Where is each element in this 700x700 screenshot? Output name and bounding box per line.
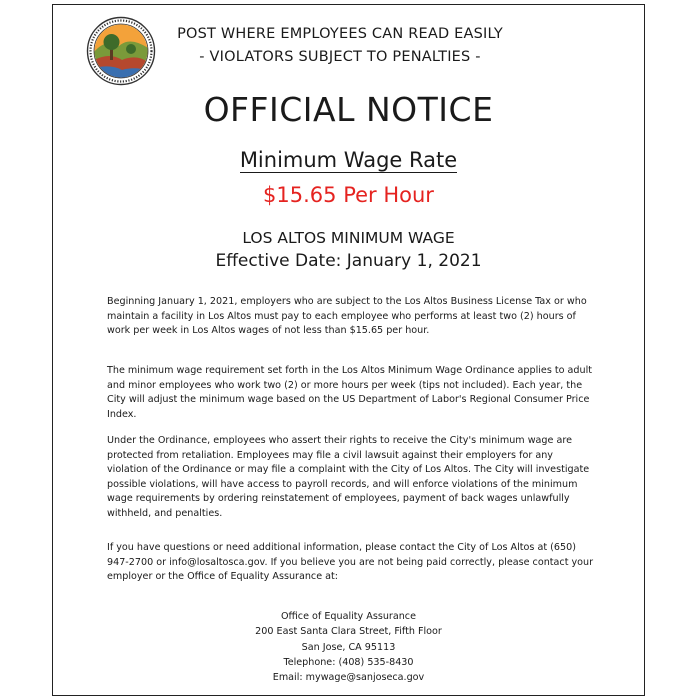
paragraph-retaliation: Under the Ordinance, employees who assert their rights to receive the City's minimum wage are protected from retaliation. Employees may file a civil lawsuit against their employers for any violation of the Ordinance or may file a complaint with the City of Los Altos. The City will investigate possible violations, will have access to payroll records, and will enforce violations of the minimum wage requirements by ordering reinstatement of employees, payment of back wages unlawfully withheld, and penalties. [107,435,590,519]
contact-block [52,609,645,685]
contact-phone: Telephone: (408) 535-8430 [283,656,414,668]
subtitle-text: Minimum Wage Rate [239,148,458,172]
contact-office: Office of Equality Assurance [280,611,416,622]
header-penalty-warning: - VIOLATORS SUBJECT TO PENALTIES - [199,49,481,65]
contact-city: San Jose, CA 95113 [301,641,396,653]
subtitle [52,148,645,172]
effective-date: Effective Date: January 1, 2021 [215,251,482,271]
city-seal-icon [86,16,156,86]
contact-email: Email: mywage@sanjoseca.gov [272,672,425,684]
contact-street: 200 East Santa Clara Street, Fifth Floor [255,626,442,638]
paragraph-contact: If you have questions or need additional information, please contact the City of Los Altos at (650) 947-2700 or info@losaltosca.gov. If you believe you are not being paid correctly, please contact your employer or the Office of Equality Assurance at: [107,542,594,583]
paragraph-eligibility: Beginning January 1, 2021, employers who are subject to the Los Altos Business License Tax or who maintain a facility in Los Altos must pay to each employee who performs at least two (2) hours of work per week in Los Altos wages of not less than $15.65 per hour. [107,296,587,337]
wage-rate: $15.65 Per Hour [263,183,434,207]
header-post-instruction: POST WHERE EMPLOYEES CAN READ EASILY [177,26,503,42]
paragraph-requirement: The minimum wage requirement set forth in the Los Altos Minimum Wage Ordinance applies to adult and minor employees who work two (2) or more hours per week (tips not included). Each year, the City will adjust the minimum wage based on the US Department of Labor's Regional Consumer Price Index. [107,365,593,420]
page-title: OFFICIAL NOTICE [203,90,494,129]
city-wage-heading: LOS ALTOS MINIMUM WAGE [242,229,455,247]
